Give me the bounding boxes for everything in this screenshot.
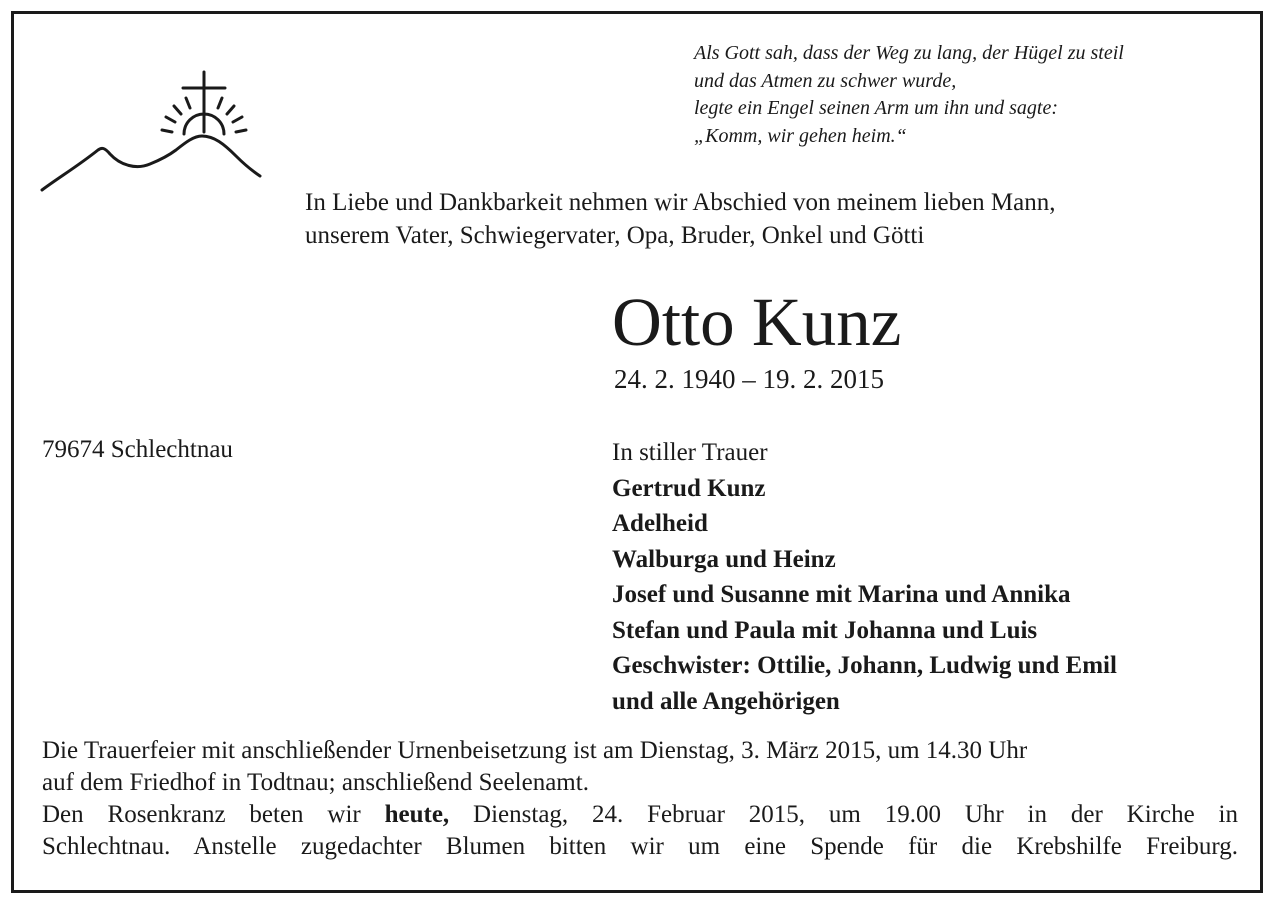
rosary-today: heute, <box>384 801 450 828</box>
mourners-heading: In stiller Trauer <box>612 439 768 466</box>
deceased-name: Otto Kunz <box>612 284 902 360</box>
donation-line: Schlechtnau. Anstelle zugedachter Blumen bitten wir um eine Spende für die Krebshilfe Freiburg. <box>42 833 1238 860</box>
mourner-name: Geschwister: Ottilie, Johann, Ludwig und Emil <box>612 652 1117 679</box>
funeral-line: Die Trauerfeier mit anschließender Urnenbeisetzung ist am Dienstag, 3. März 2015, um 14.30 Uhr <box>42 737 1028 764</box>
mourner-name: und alle Angehörigen <box>612 687 840 715</box>
rosary-line <box>42 799 1238 831</box>
poem-line: „Komm, wir gehen heim.“ <box>694 124 907 147</box>
rosary-text: Den Rosenkranz beten wir <box>42 801 385 828</box>
mourner-name: Adelheid <box>612 510 708 537</box>
funeral-details <box>42 735 1238 863</box>
poem-line: und das Atmen zu schwer wurde, <box>694 69 957 92</box>
mourners-list <box>612 435 1117 719</box>
mountain-cross-sunrise-icon <box>38 68 268 198</box>
life-dates: 24. 2. 1940 – 19. 2. 2015 <box>614 364 884 394</box>
rosary-text: Dienstag, 24. Februar 2015, um 19.00 Uhr in der Kirche in <box>449 801 1238 828</box>
mourner-name: Josef und Susanne mit Marina und Annika <box>612 581 1071 608</box>
poem-line: legte ein Engel seinen Arm um ihn und sagte: <box>694 97 1059 119</box>
poem-line: Als Gott sah, dass der Weg zu lang, der Hügel zu steil <box>694 42 1124 64</box>
intro-line: In Liebe und Dankbarkeit nehmen wir Abschied von meinem lieben Mann, <box>305 189 1056 216</box>
intro-text <box>305 186 1245 252</box>
mourner-name: Stefan und Paula mit Johanna und Luis <box>612 616 1038 644</box>
funeral-line: auf dem Friedhof in Todtnau; anschließend Seelenamt. <box>42 769 589 796</box>
intro-line: unserem Vater, Schwiegervater, Opa, Bruder, Onkel und Götti <box>305 222 925 249</box>
poem <box>694 40 1254 150</box>
place: 79674 Schlechtnau <box>42 436 233 463</box>
mourner-name: Gertrud Kunz <box>612 474 766 502</box>
mourner-name: Walburga und Heinz <box>612 545 836 573</box>
